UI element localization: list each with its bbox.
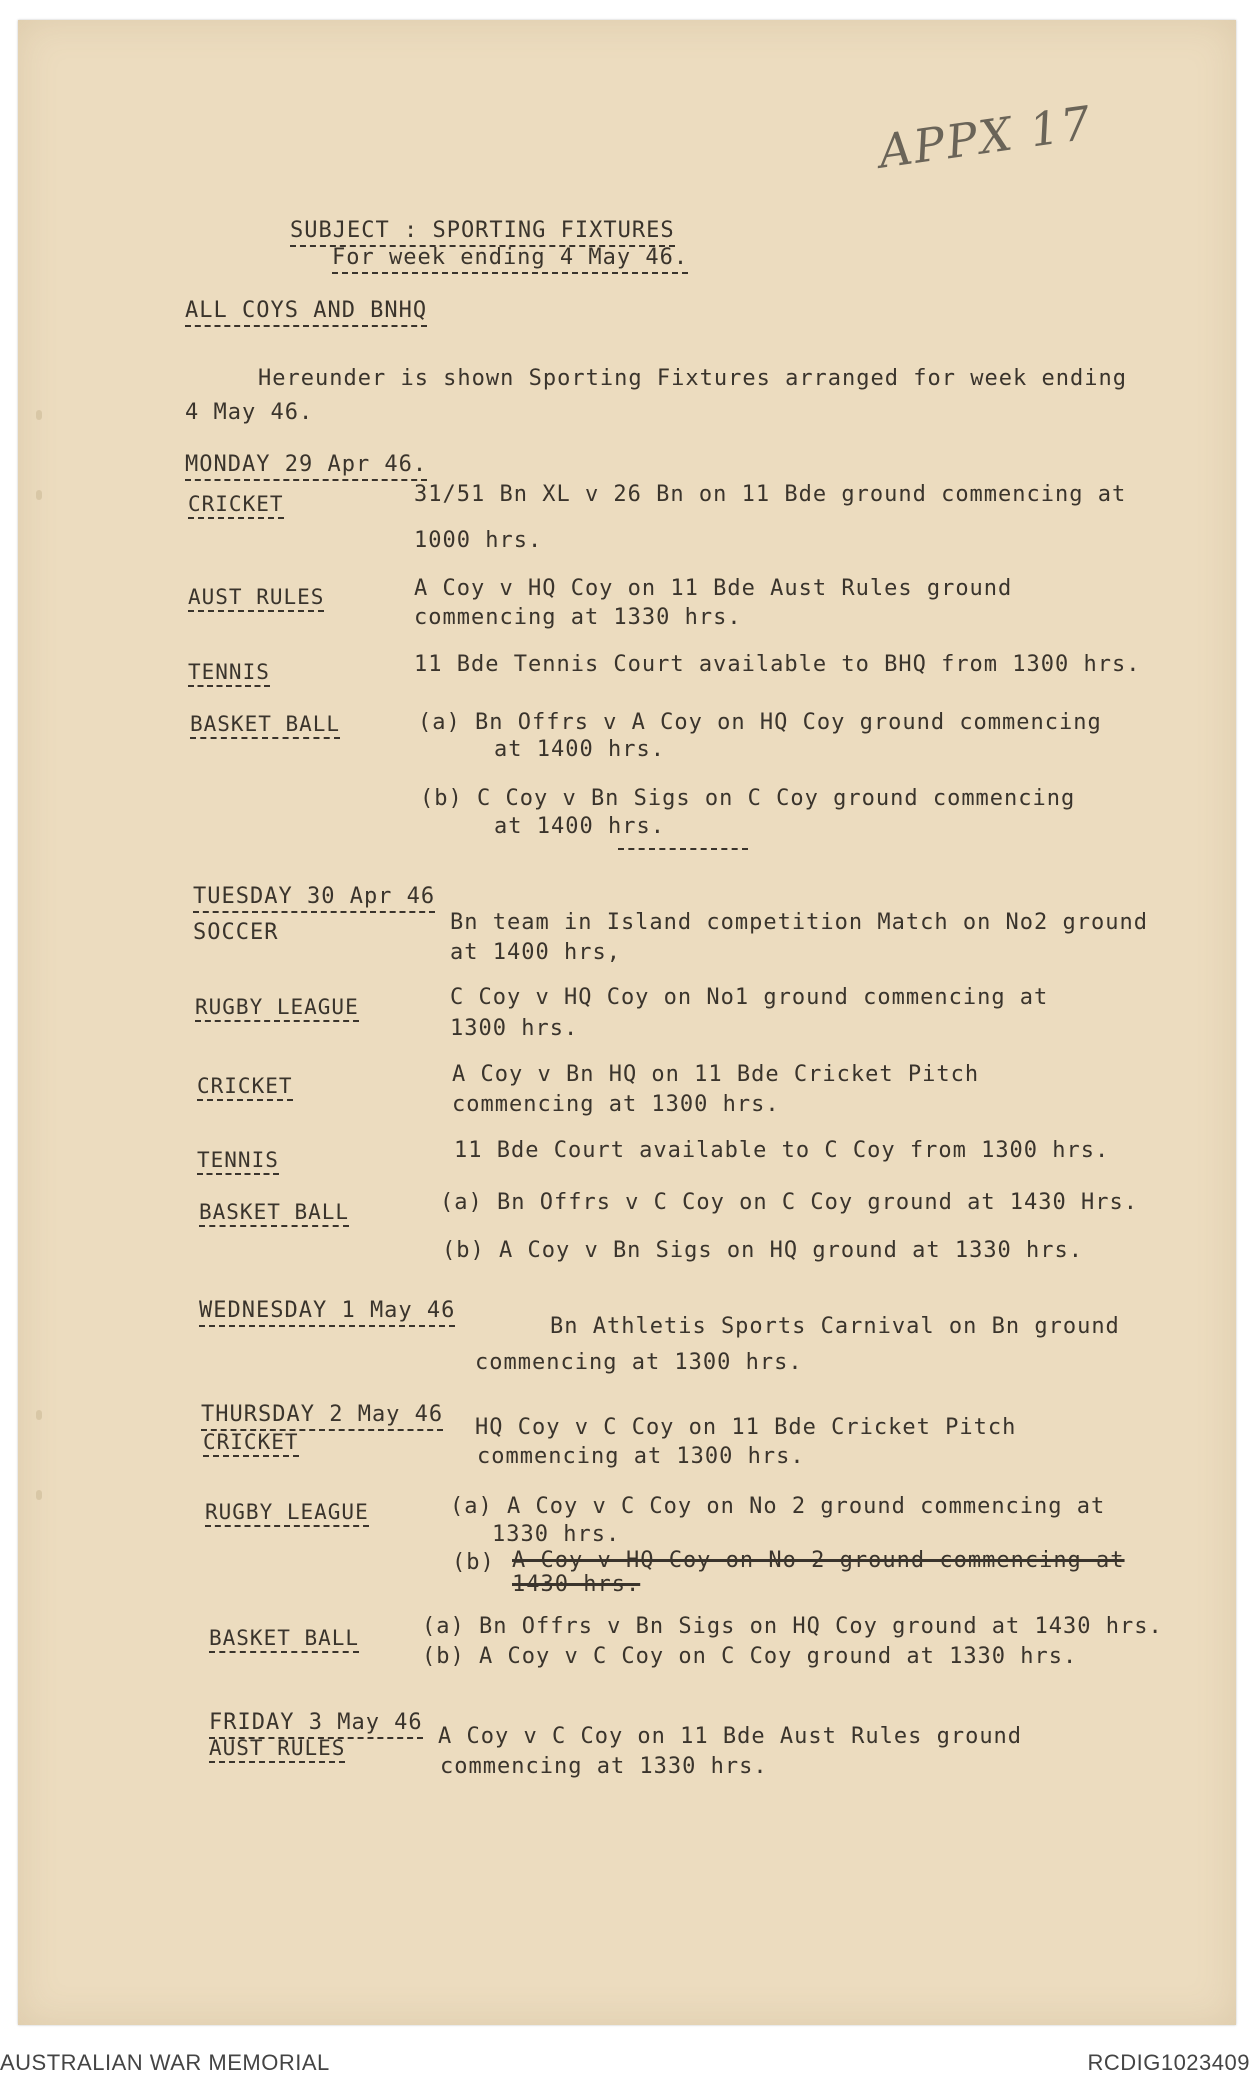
day-heading-thursday: THURSDAY 2 May 46 bbox=[201, 1402, 443, 1431]
fixture-text: (a) A Coy v C Coy on No 2 ground commencing at bbox=[450, 1494, 1106, 1519]
punch-hole bbox=[36, 1410, 42, 1420]
fixture-text: (a) Bn Offrs v A Coy on HQ Coy ground commencing bbox=[418, 710, 1102, 735]
fixture-text-struck: A Coy v HQ Coy on No 2 ground commencing at bbox=[512, 1548, 1125, 1573]
punch-hole bbox=[36, 490, 42, 500]
fixture-text: commencing at 1330 hrs. bbox=[440, 1754, 768, 1779]
fixture-text: Bn team in Island competition Match on No2 ground bbox=[450, 910, 1149, 935]
fixture-text: HQ Coy v C Coy on 11 Bde Cricket Pitch bbox=[475, 1415, 1017, 1440]
intro-line-2: 4 May 46. bbox=[185, 400, 314, 425]
fixture-text: (a) Bn Offrs v Bn Sigs on HQ Coy ground at 1430 hrs. bbox=[422, 1614, 1163, 1639]
day-heading-friday: FRIDAY 3 May 46 bbox=[209, 1710, 423, 1739]
fixture-text: commencing at 1330 hrs. bbox=[414, 605, 742, 630]
fixture-text: A Coy v C Coy on 11 Bde Aust Rules ground bbox=[438, 1724, 1023, 1749]
day-heading-tuesday: TUESDAY 30 Apr 46 bbox=[193, 884, 435, 913]
section-divider bbox=[618, 848, 748, 850]
fixture-text: 1300 hrs. bbox=[450, 1016, 579, 1041]
category-basket-ball: BASKET BALL bbox=[209, 1626, 359, 1653]
category-soccer: SOCCER bbox=[193, 920, 279, 945]
category-tennis: TENNIS bbox=[188, 660, 270, 687]
category-cricket: CRICKET bbox=[188, 492, 284, 519]
subtitle: For week ending 4 May 46. bbox=[332, 245, 688, 274]
category-basket-ball: BASKET BALL bbox=[199, 1200, 349, 1227]
fixture-text: at 1400 hrs. bbox=[494, 814, 665, 839]
category-cricket: CRICKET bbox=[197, 1074, 293, 1101]
category-aust-rules: AUST RULES bbox=[188, 585, 324, 612]
footer-id: RCDIG1023409 bbox=[1087, 2050, 1250, 2075]
day-heading-monday: MONDAY 29 Apr 46. bbox=[185, 452, 427, 481]
footer-source: AUSTRALIAN WAR MEMORIAL bbox=[0, 2050, 330, 2075]
fixture-text-prefix: (b) bbox=[452, 1550, 495, 1575]
fixture-text: (b) A Coy v Bn Sigs on HQ ground at 1330 hrs. bbox=[442, 1238, 1084, 1263]
fixture-text: (b) A Coy v C Coy on C Coy ground at 1330 hrs. bbox=[422, 1644, 1078, 1669]
category-rugby-league: RUGBY LEAGUE bbox=[205, 1500, 369, 1527]
fixture-text: A Coy v Bn HQ on 11 Bde Cricket Pitch bbox=[452, 1062, 980, 1087]
fixture-text: 1000 hrs. bbox=[414, 528, 543, 553]
day-heading-wednesday: WEDNESDAY 1 May 46 bbox=[199, 1298, 455, 1327]
category-rugby-league: RUGBY LEAGUE bbox=[195, 995, 359, 1022]
fixture-text: 11 Bde Court available to C Coy from 1300 hrs. bbox=[454, 1138, 1110, 1163]
fixture-text: A Coy v HQ Coy on 11 Bde Aust Rules ground bbox=[414, 576, 1013, 601]
fixture-text: at 1400 hrs. bbox=[494, 737, 665, 762]
fixture-text-struck: 1430 hrs. bbox=[512, 1572, 641, 1597]
fixture-text: 11 Bde Tennis Court available to BHQ from 1300 hrs. bbox=[414, 652, 1141, 677]
category-tennis: TENNIS bbox=[197, 1148, 279, 1175]
category-basket-ball: BASKET BALL bbox=[190, 712, 340, 739]
fixture-text: commencing at 1300 hrs. bbox=[475, 1350, 803, 1375]
handwritten-note: APPX 17 bbox=[875, 95, 1096, 179]
category-aust-rules: AUST RULES bbox=[209, 1736, 345, 1763]
fixture-text: (b) C Coy v Bn Sigs on C Coy ground commencing bbox=[420, 786, 1076, 811]
punch-hole bbox=[36, 1490, 42, 1500]
subject-line: SUBJECT : SPORTING FIXTURES bbox=[290, 218, 675, 247]
addressee: ALL COYS AND BNHQ bbox=[185, 298, 427, 327]
intro-line-1: Hereunder is shown Sporting Fixtures arranged for week ending bbox=[258, 366, 1127, 391]
fixture-text: commencing at 1300 hrs. bbox=[452, 1092, 780, 1117]
fixture-text: (a) Bn Offrs v C Coy on C Coy ground at 1430 Hrs. bbox=[440, 1190, 1139, 1215]
fixture-text: commencing at 1300 hrs. bbox=[477, 1444, 805, 1469]
fixture-text: 1330 hrs. bbox=[492, 1522, 621, 1547]
category-cricket: CRICKET bbox=[203, 1430, 299, 1457]
fixture-text: C Coy v HQ Coy on No1 ground commencing at bbox=[450, 985, 1049, 1010]
fixture-text: at 1400 hrs, bbox=[450, 940, 621, 965]
fixture-text: Bn Athletis Sports Carnival on Bn ground bbox=[550, 1314, 1120, 1339]
punch-hole bbox=[36, 410, 42, 420]
fixture-text: 31/51 Bn XL v 26 Bn on 11 Bde ground commencing at bbox=[414, 482, 1127, 507]
